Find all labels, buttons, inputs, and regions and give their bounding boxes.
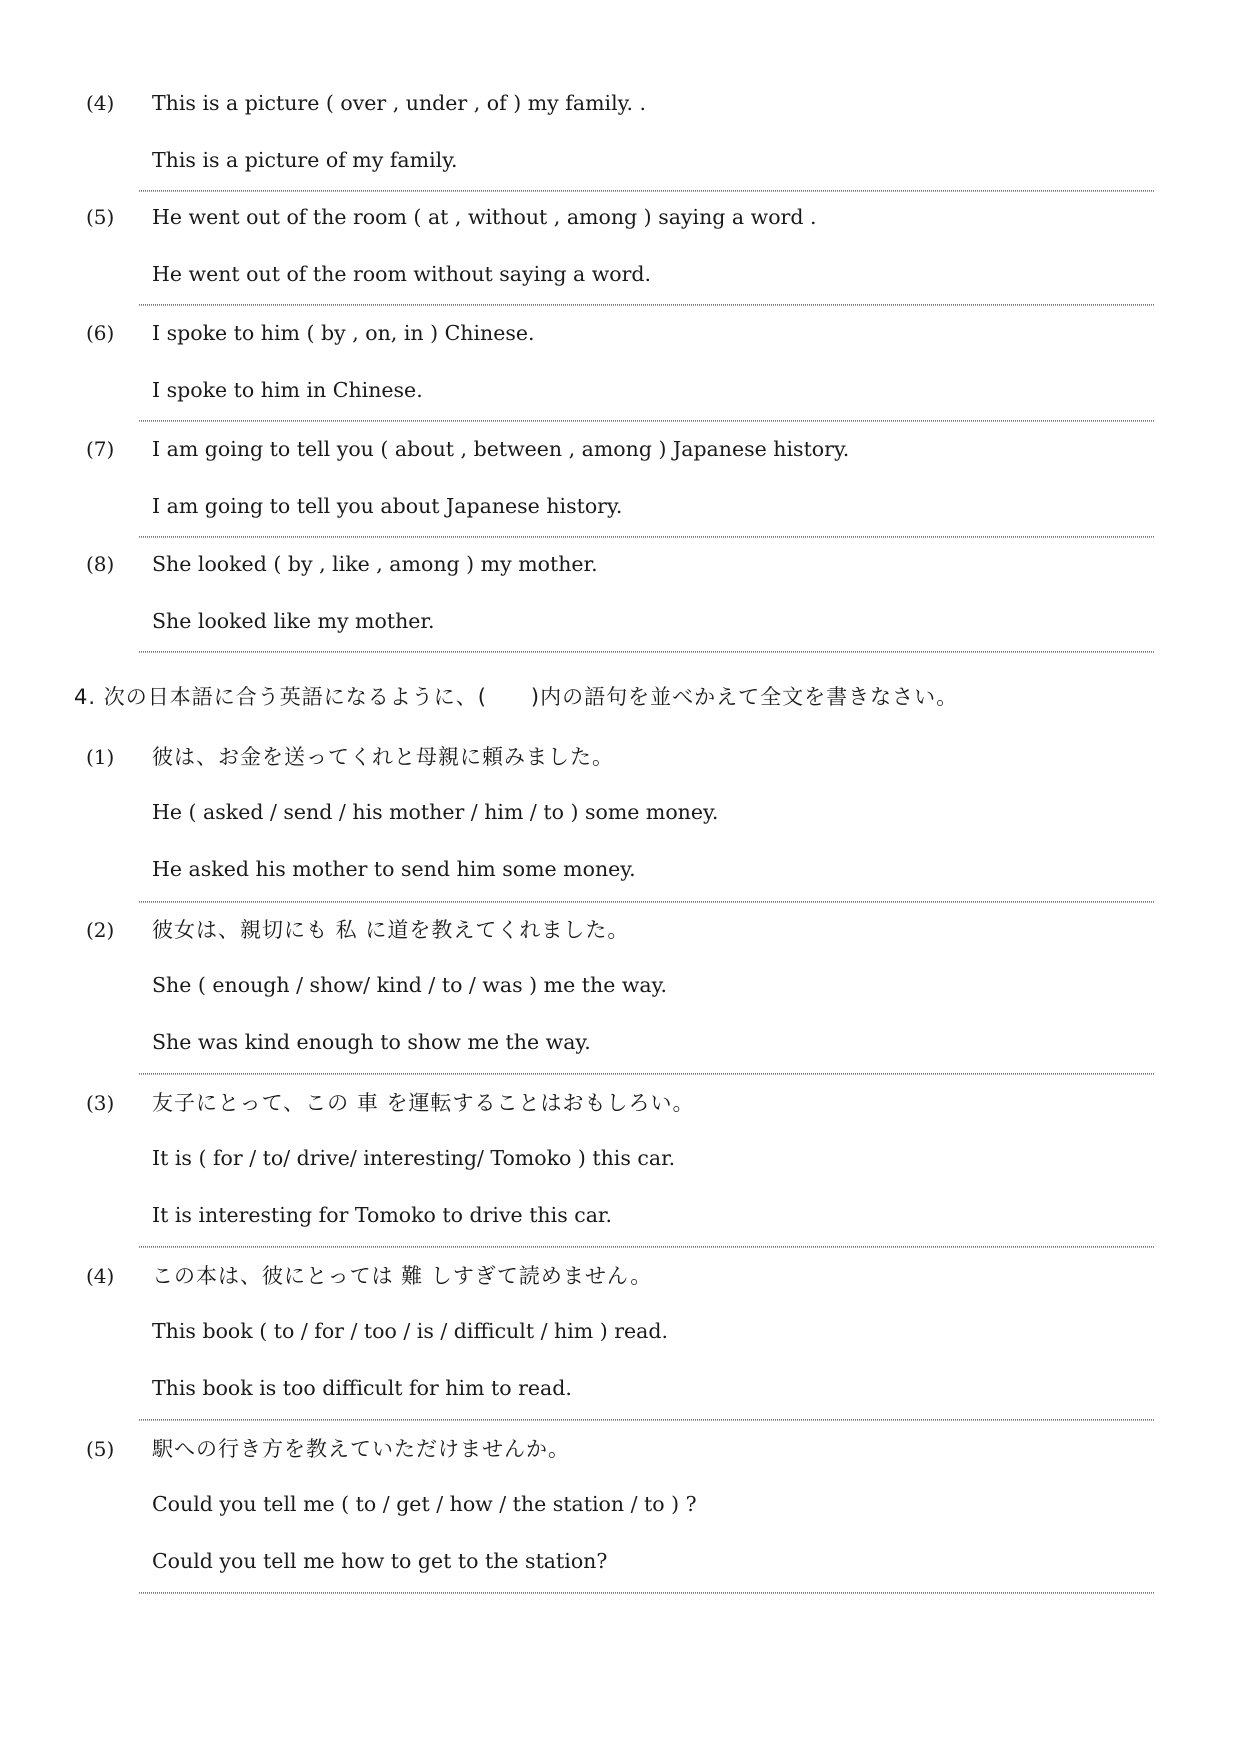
question-sentence: He went out of the room ( at , without , among ) saying a word . — [152, 205, 817, 229]
answer-sentence: This book is too difficult for him to read. — [152, 1376, 572, 1400]
item-number: (3) — [86, 1091, 115, 1115]
answer-divider — [139, 651, 1154, 653]
question-sentence: I spoke to him ( by , on, in ) Chinese. — [152, 321, 535, 345]
question-sentence: She looked ( by , like , among ) my mother. — [152, 552, 598, 576]
question-sentence: Could you tell me ( to / get / how / the station / to ) ? — [152, 1492, 697, 1516]
answer-sentence: This is a picture of my family. — [152, 148, 458, 172]
answer-sentence: He asked his mother to send him some money. — [152, 857, 636, 881]
japanese-prompt: 駅への行き方を教えていただけませんか。 — [152, 1437, 570, 1461]
answer-sentence: He went out of the room without saying a word. — [152, 262, 652, 286]
answer-divider — [139, 1246, 1154, 1248]
japanese-prompt: この本は、彼にとっては 難 しすぎて読めません。 — [152, 1264, 653, 1288]
item-number: (5) — [86, 1437, 115, 1461]
answer-sentence: I spoke to him in Chinese. — [152, 378, 423, 402]
answer-divider — [139, 1592, 1154, 1594]
question-sentence: He ( asked / send / his mother / him / to ) some money. — [152, 800, 719, 824]
question-sentence: It is ( for / to/ drive/ interesting/ Tomoko ) this car. — [152, 1146, 676, 1170]
question-sentence: I am going to tell you ( about , between , among ) Japanese history. — [152, 437, 850, 461]
answer-divider — [139, 1073, 1154, 1075]
answer-sentence: She looked like my mother. — [152, 609, 435, 633]
question-sentence: This is a picture ( over , under , of ) my family. . — [152, 91, 647, 115]
item-number: (6) — [86, 321, 115, 345]
answer-divider — [139, 1419, 1154, 1421]
item-number: (2) — [86, 918, 115, 942]
answer-divider — [139, 304, 1154, 306]
answer-divider — [139, 536, 1154, 538]
answer-sentence: She was kind enough to show me the way. — [152, 1030, 591, 1054]
answer-divider — [139, 901, 1154, 903]
section-4-heading: 4. 次の日本語に合う英語になるように、( )内の語句を並べかえて全文を書きなさい。 — [74, 685, 959, 709]
answer-divider — [139, 420, 1154, 422]
japanese-prompt: 彼女は、親切にも 私 に道を教えてくれました。 — [152, 918, 630, 942]
answer-divider — [139, 190, 1154, 192]
japanese-prompt: 友子にとって、この 車 を運転することはおもしろい。 — [152, 1091, 695, 1115]
item-number: (8) — [86, 552, 115, 576]
question-sentence: This book ( to / for / too / is / difficult / him ) read. — [152, 1319, 669, 1343]
item-number: (7) — [86, 437, 115, 461]
item-number: (4) — [86, 1264, 115, 1288]
item-number: (4) — [86, 91, 115, 115]
item-number: (5) — [86, 205, 115, 229]
answer-sentence: It is interesting for Tomoko to drive this car. — [152, 1203, 612, 1227]
item-number: (1) — [86, 745, 115, 769]
answer-sentence: I am going to tell you about Japanese history. — [152, 494, 623, 518]
answer-sentence: Could you tell me how to get to the station? — [152, 1549, 608, 1573]
question-sentence: She ( enough / show/ kind / to / was ) me the way. — [152, 973, 667, 997]
japanese-prompt: 彼は、お金を送ってくれと母親に頼みました。 — [152, 745, 614, 769]
